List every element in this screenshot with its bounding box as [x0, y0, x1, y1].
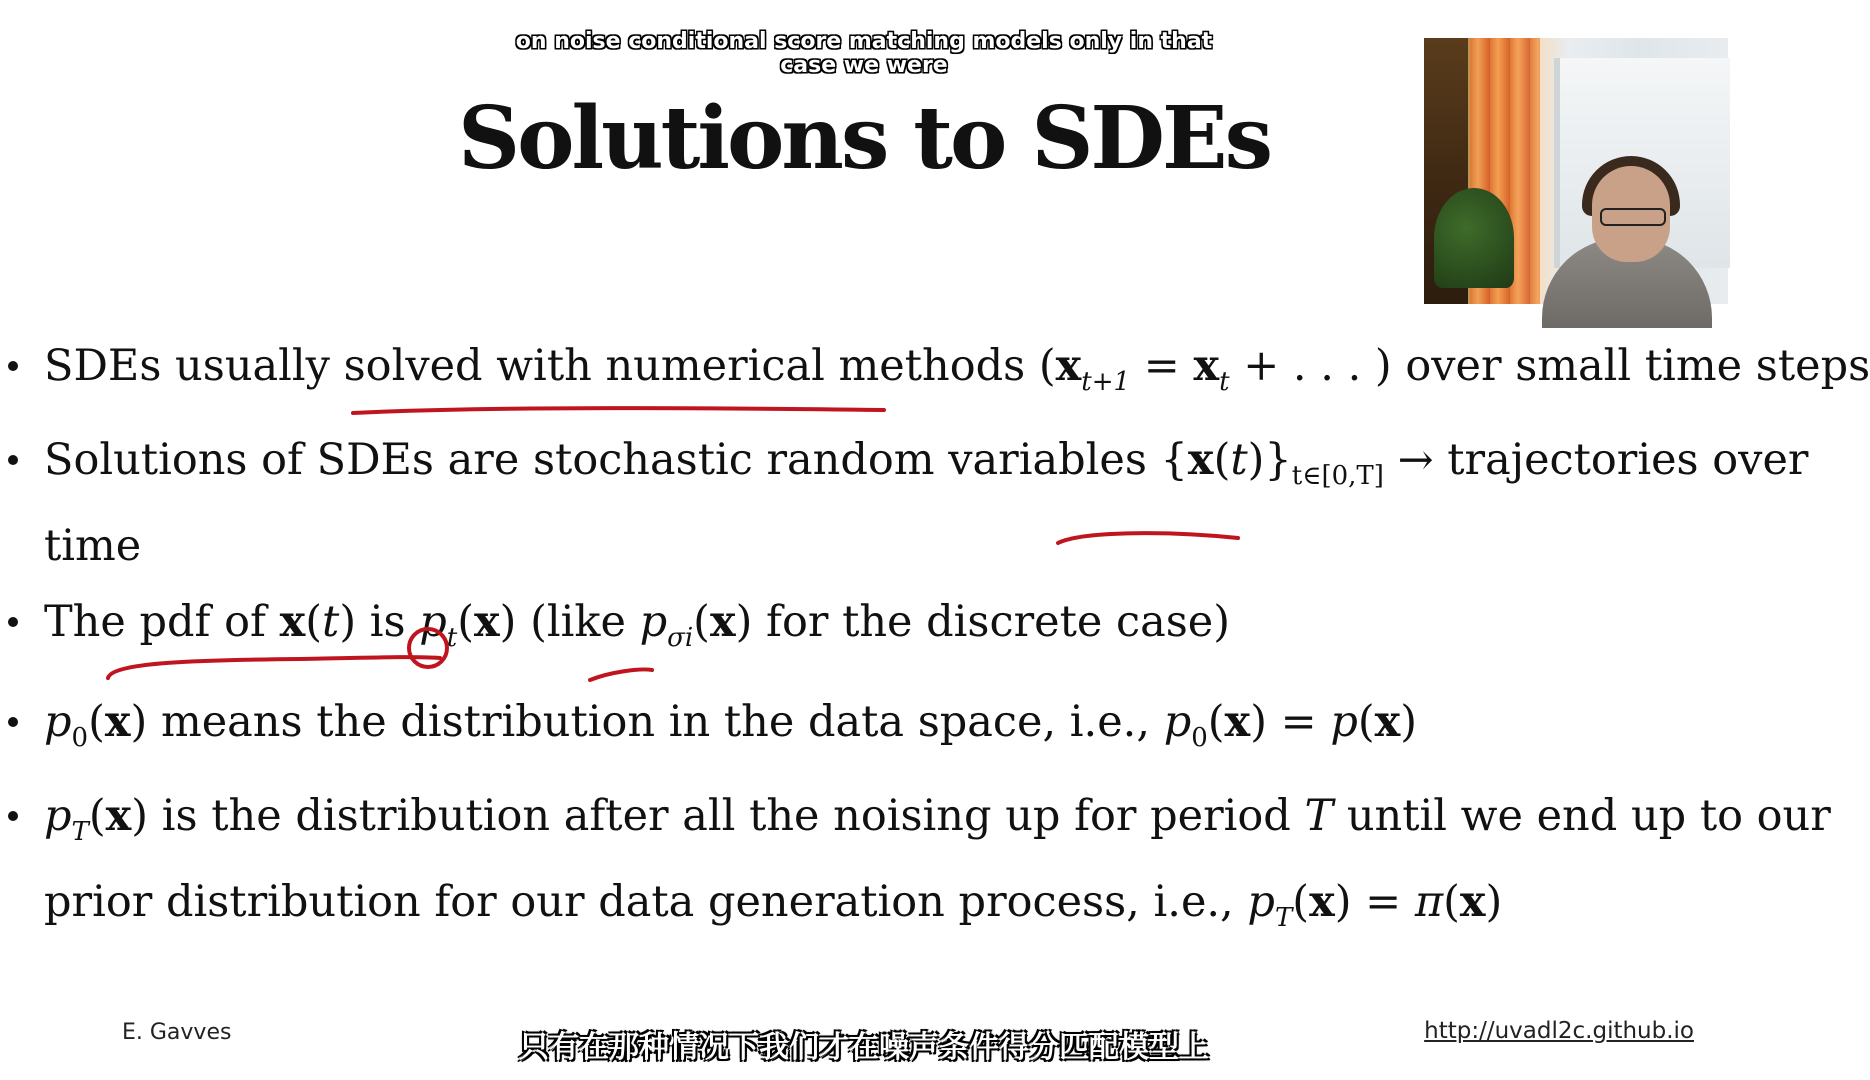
bullet-text-line2: time — [44, 521, 142, 571]
bullet-dot — [8, 455, 18, 465]
math-paren: ( — [88, 791, 106, 841]
math-p: p — [1163, 697, 1192, 747]
math-T: T — [1304, 791, 1334, 841]
math-p: p — [44, 697, 72, 747]
math-x: x — [1055, 341, 1082, 391]
math-paren: ( — [1292, 877, 1310, 927]
math-subscript: t — [1219, 367, 1230, 397]
math-paren: ( — [1357, 697, 1375, 747]
caption-top-line2: case we were — [780, 53, 948, 78]
bullet-pT — [44, 788, 1831, 946]
math-subscript: t+1 — [1081, 367, 1131, 397]
caption-bottom: 只有在那种情况下我们才在噪声条件得分匹配模型上 — [519, 1030, 1209, 1065]
bullet-pdf — [44, 594, 1230, 666]
math-equals: ) = — [1250, 697, 1331, 747]
bullet-p0 — [44, 694, 1417, 766]
math-equals: ) = — [1334, 877, 1415, 927]
math-subscript: T — [71, 817, 89, 847]
math-t: t — [1230, 435, 1248, 485]
math-x: x — [279, 597, 306, 647]
math-x: x — [1374, 697, 1401, 747]
math-subscript: σi — [667, 623, 694, 653]
math-p: p — [419, 597, 447, 647]
math-subscript: T — [1274, 903, 1293, 933]
bullet-text: prior distribution for our data generation process, i.e., — [44, 877, 1248, 927]
bullet-text: ) is the distribution after all the noising up for period — [131, 791, 1305, 841]
math-p: p — [1330, 697, 1358, 747]
math-paren: )} — [1247, 435, 1292, 485]
math-paren: ) — [1485, 877, 1503, 927]
bullet-text: ) (like — [499, 597, 640, 647]
math-paren: ) — [1400, 697, 1418, 747]
math-subscript: 0 — [71, 723, 89, 753]
math-paren: ( — [457, 597, 475, 647]
math-x: x — [709, 597, 736, 647]
math-x: x — [474, 597, 500, 647]
math-x: x — [1193, 341, 1220, 391]
math-equals: = — [1130, 341, 1194, 391]
course-url-link[interactable]: http://uvadl2c.github.io — [1424, 1018, 1694, 1044]
bullet-dot — [8, 361, 18, 371]
math-subscript: t — [446, 623, 458, 653]
math-x: x — [1459, 877, 1486, 927]
math-paren: ( — [1443, 877, 1460, 927]
bullet-text: until we end up to our — [1333, 791, 1831, 841]
slide-title: Solutions to SDEs — [458, 88, 1270, 189]
math-x: x — [105, 791, 132, 841]
bullet-text: ) is — [339, 597, 420, 647]
bullet-dot — [8, 617, 18, 627]
math-p: p — [639, 597, 668, 647]
math-paren: ( — [1213, 435, 1231, 485]
bullet-dot — [8, 717, 18, 727]
author-footer: E. Gavves — [122, 1020, 232, 1045]
math-x: x — [1187, 435, 1214, 485]
bullet-text: → trajectories over — [1383, 435, 1809, 485]
math-paren: ( — [88, 697, 105, 747]
bullet-text: + . . . ) over small time steps — [1229, 341, 1870, 391]
math-paren: ( — [1207, 697, 1225, 747]
math-subscript: 0 — [1191, 723, 1208, 753]
math-subscript: t∈[0,T] — [1291, 461, 1384, 491]
math-paren: ( — [305, 597, 323, 647]
bullet-stochastic-variables — [44, 432, 1808, 574]
math-p: p — [1247, 877, 1275, 927]
math-x: x — [1309, 877, 1335, 927]
bullet-text-line2 — [44, 874, 1831, 946]
bullet-text: Solutions of SDEs are stochastic random variables { — [44, 435, 1188, 485]
math-t: t — [322, 597, 340, 647]
bullet-text: ) means the distribution in the data space, i.e., — [130, 697, 1164, 747]
math-pi: π — [1414, 877, 1444, 927]
math-x: x — [1224, 697, 1251, 747]
math-paren: ( — [693, 597, 710, 647]
caption-top-line1: on noise conditional score matching models only in that — [515, 29, 1213, 54]
bullet-numerical-methods — [44, 338, 1870, 410]
bullet-text: ) for the discrete case) — [735, 597, 1230, 647]
math-x: x — [104, 697, 131, 747]
bullet-text: SDEs usually solved with numerical methods ( — [44, 341, 1056, 391]
bullet-text: The pdf of — [44, 597, 280, 647]
math-p: p — [44, 791, 72, 841]
bullet-dot — [8, 811, 18, 821]
